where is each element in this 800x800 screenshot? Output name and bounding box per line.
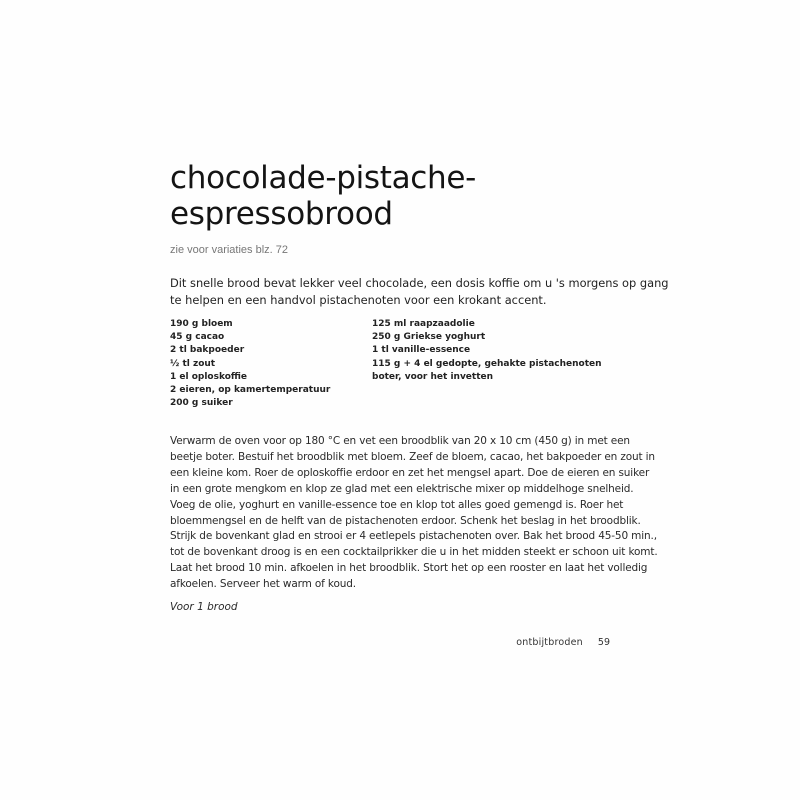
ingredient-item: 200 g suiker (170, 398, 233, 409)
ingredients-list-right (372, 318, 602, 384)
method-line: in een grote mengkom en klop ze glad met een elektrische mixer op middelhoge snelheid. (170, 482, 634, 495)
ingredient-item: 190 g bloem (170, 319, 233, 329)
page-number: 59 (597, 637, 610, 648)
ingredients-list-left (170, 318, 330, 410)
recipe-title (170, 160, 476, 232)
ingredient-item: boter, voor het invetten (372, 371, 494, 382)
recipe-intro (170, 275, 669, 309)
ingredient-item: 45 g cacao (170, 332, 225, 343)
ingredient-item: 1 el oploskoffie (170, 371, 248, 382)
variations-reference: zie voor variaties blz. 72 (170, 244, 288, 256)
ingredient-item: 2 eieren, op kamertemperatuur (170, 385, 331, 396)
method-line: Voeg de olie, yoghurt en vanille-essence toe en klop tot alles goed gemengd is. Roer het (170, 498, 624, 511)
intro-line: Dit snelle brood bevat lekker veel chocolade, een dosis koffie om u 's morgens op gang (170, 276, 669, 290)
method-line: afkoelen. Serveer het warm of koud. (170, 578, 356, 591)
ingredient-item: ½ tl zout (170, 358, 216, 369)
method-line: Verwarm de oven voor op 180 °C en vet een broodblik van 20 x 10 cm (450 g) in met een (170, 435, 630, 447)
ingredient-item: 1 tl vanille-essence (372, 345, 471, 356)
ingredient-item: 250 g Griekse yoghurt (372, 332, 486, 343)
ingredient-item: 2 tl bakpoeder (170, 345, 245, 356)
method-line: Strijk de bovenkant glad en strooi er 4 eetlepels pistachenoten over. Bak het brood 45-50 min., (170, 530, 657, 543)
recipe-yield: Voor 1 brood (170, 601, 238, 613)
section-name: ontbijtbroden (516, 637, 583, 648)
page-footer (516, 637, 610, 648)
ingredient-item: 125 ml raapzaadolie (372, 319, 475, 329)
recipe-method (170, 434, 658, 593)
intro-line: te helpen en een handvol pistachenoten voor een krokant accent. (170, 293, 547, 307)
ingredient-item: 115 g + 4 el gedopte, gehakte pistachenoten (372, 358, 602, 369)
method-line: bloemmengsel en de helft van de pistachenoten erdoor. Schenk het beslag in het broodblik. (170, 514, 641, 527)
method-line: een kleine kom. Roer de oploskoffie erdoor en zet het mengsel apart. Doe de eieren en suiker (170, 466, 650, 479)
recipe-title-line-1: chocolade-pistache- (170, 160, 477, 196)
method-line: Laat het brood 10 min. afkoelen in het broodblik. Stort het op een rooster en laat het volledig (170, 562, 648, 575)
method-line: tot de bovenkant droog is en een cocktailprikker die u in het midden steekt er schoon uit komt. (170, 546, 658, 559)
method-line: beetje boter. Bestuif het broodblik met bloem. Zeef de bloem, cacao, het bakpoeder en zout in (170, 450, 655, 463)
recipe-title-line-2: espressobrood (170, 196, 393, 232)
